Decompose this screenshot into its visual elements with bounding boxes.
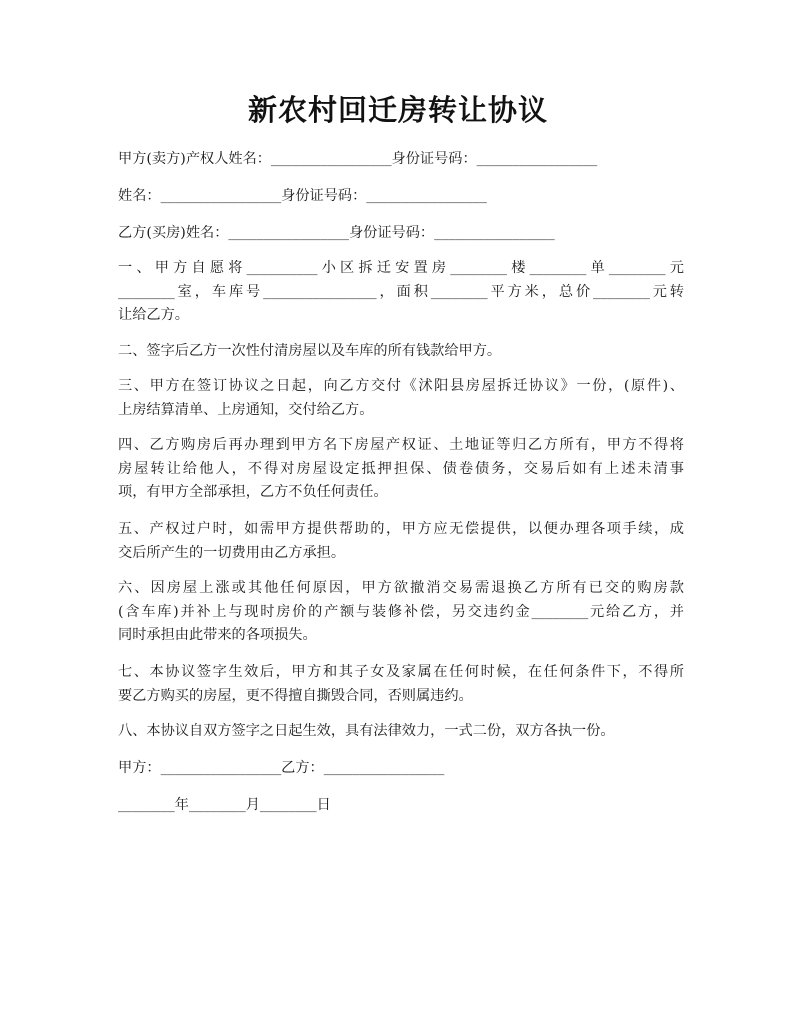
clause-6-line-2: (含车库)并补上与现时房价的产额与装修补偿，另交违约金________元给乙方，并	[118, 603, 684, 620]
party-a-seller-line: 甲方(卖方)产权人姓名：_________________身份证号码：_________________	[118, 151, 598, 167]
clause-6	[118, 577, 684, 648]
clause-4-line-1: 四、乙方购房后再办理到甲方名下房屋产权证、土地证等归乙方所有，甲方不得将	[118, 437, 684, 453]
clause-3-line-2: 上房结算清单、上房通知，交付给乙方。	[118, 401, 374, 418]
clause-6-line-1: 六、因房屋上涨或其他任何原因，甲方欲撤消交易需退换乙方所有已交的购房款	[118, 580, 684, 596]
clause-1-line-1: 一、甲方自愿将__________小区拆迁安置房________楼________单________元	[118, 260, 684, 276]
clause-2	[118, 340, 684, 364]
clause-3	[118, 375, 684, 422]
clause-1-line-2: ________室，车库号________________，面积________平方米，总价________元转	[118, 283, 684, 300]
clause-4-line-3: 项，有甲方全部承担，乙方不负任何责任。	[118, 484, 388, 501]
clause-3-line-1: 三、甲方在签订协议之日起，向乙方交付《沭阳县房屋拆迁协议》一份，(原件)、	[118, 378, 684, 394]
clause-7-line-2: 要乙方购买的房屋，更不得擅自撕毁合同，否则属违约。	[118, 687, 473, 704]
date-line: ________年________月________日	[118, 797, 331, 813]
party-a-second-owner-line: 姓名：_________________身份证号码：_________________	[118, 188, 487, 204]
clause-4-line-2: 房屋转让给他人，不得对房屋设定抵押担保、债卷债务，交易后如有上述未清事	[118, 460, 684, 477]
clause-7	[118, 661, 684, 708]
party-b-buyer-line: 乙方(买房)姓名：_________________身份证号码：_________________	[118, 225, 555, 241]
clause-5	[118, 518, 684, 565]
clause-4	[118, 434, 684, 505]
clause-8-line-1: 八、本协议自双方签字之日起生效，具有法律效力，一式二份，双方各执一份。	[118, 723, 615, 739]
clause-7-line-1: 七、本协议签字生效后，甲方和其子女及家属在任何时候，在任何条件下，不得所	[118, 664, 684, 680]
clause-5-line-1: 五、产权过户时，如需甲方提供帮助的，甲方应无偿提供，以便办理各项手续，成	[118, 521, 684, 537]
clause-1-line-3: 让给乙方。	[118, 307, 189, 324]
signature-line: 甲方：_________________乙方：_________________	[118, 760, 445, 776]
clause-5-line-2: 交后所产生的一切费用由乙方承担。	[118, 544, 346, 561]
document-title: 新农村回迁房转让协议	[247, 93, 548, 127]
clause-6-line-3: 同时承担由此带来的各项损失。	[118, 627, 317, 644]
clause-8	[118, 720, 684, 744]
clause-1	[118, 257, 684, 328]
clause-2-line-1: 二、签字后乙方一次性付清房屋以及车库的所有钱款给甲方。	[118, 343, 502, 359]
